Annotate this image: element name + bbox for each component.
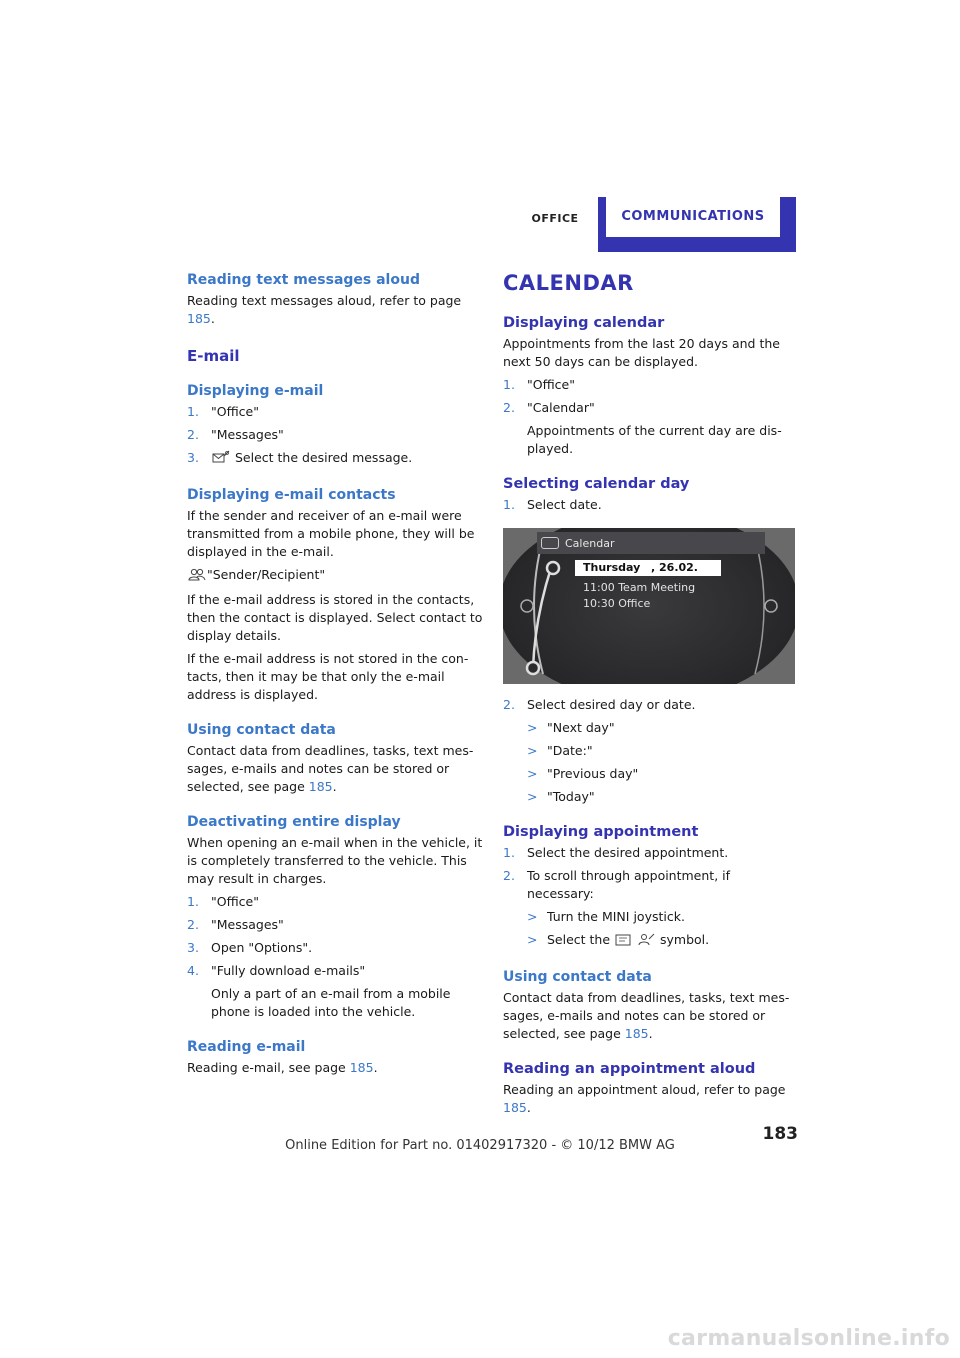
sub-item: > Turn the MINI joystick. [527,909,685,924]
list-item: 4. "Fully download e-mails" [187,963,366,978]
message-icon [211,450,231,469]
heading-displaying-appointment: Displaying appointment [503,824,699,840]
chapter-tab [598,197,796,252]
contact-data-text: Contact data from deadlines, tasks, text mes-sages, e-mails and notes can be stored or selected, see page 185. [187,743,474,794]
heading-calendar: CALENDAR [503,271,634,295]
calendar-icon [541,537,559,549]
contacts-symbol-icon [614,933,656,951]
option-item: > "Today" [527,789,595,804]
list-item: 1. "Office" [503,377,575,392]
heading-email-contacts: Displaying e-mail contacts [187,487,396,503]
list-item: 3. Open "Options". [187,940,313,955]
displaying-email-steps [187,403,483,469]
displaying-calendar-steps [503,376,799,417]
reading-sms-text: Reading text messages aloud, refer to page 185. [187,293,462,326]
contacts-icon [187,568,207,586]
contacts-p2: "Sender/Recipient" [187,566,483,586]
heading-right-contact-data: Using contact data [503,969,652,985]
displaying-calendar-text: Appointments from the last 20 days and the next 50 days can be displayed. [503,336,780,369]
heading-reading-email: Reading e-mail [187,1039,306,1055]
page-link[interactable]: 185 [624,1026,649,1041]
page-link[interactable]: 185 [349,1060,374,1075]
option-item: > "Next day" [527,720,615,735]
option-item: > "Date:" [527,743,593,758]
page-link[interactable]: 185 [503,1100,527,1115]
screen-day: Thursday [583,561,641,574]
footer-text: Online Edition for Part no. 01402917320 - © 10/12 BMW AG [285,1138,675,1153]
reading-appointment-text: Reading an appointment aloud, refer to page 185. [503,1082,786,1115]
screen-date: , 26.02. [651,561,698,574]
list-item: 1. "Office" [187,894,259,909]
heading-reading-sms: Reading text messages aloud [187,272,420,288]
section-label: OFFICE [531,212,579,225]
displaying-calendar-note: Appointments of the current day are dis-played. [527,423,782,456]
right-contact-data-text: Contact data from deadlines, tasks, text mes-sages, e-mails and notes can be stored or selected, see page 185. [503,990,790,1041]
heading-using-contact-data: Using contact data [187,722,336,738]
reading-email-text: Reading e-mail, see page 185. [187,1060,378,1075]
watermark: carmanualsonline.info [667,1326,950,1351]
list-item: 2. Select desired day or date. [503,697,696,712]
deactivating-steps [187,893,483,980]
list-item: 2. "Messages" [187,917,284,932]
chapter-tab-label: COMMUNICATIONS [606,197,780,237]
calendar-screen-image [503,528,795,684]
page-link[interactable]: 185 [308,779,333,794]
list-item: 1. Select the desired appointment. [503,845,729,860]
deactivating-note: Only a part of an e-mail from a mobile phone is loaded into the vehicle. [211,986,451,1019]
option-item: > "Previous day" [527,766,639,781]
left-column [187,270,483,1077]
contacts-p1: If the sender and receiver of an e-mail were transmitted from a mobile phone, they will be displayed in the e-mail. [187,508,475,559]
list-item: 2. "Messages" [187,427,284,442]
screen-entry: 11:00 Team Meeting [583,581,696,594]
right-column [503,270,799,1117]
deactivating-text: When opening an e-mail when in the vehicle, it is completely transferred to the vehicle. This may result in charges. [187,835,483,886]
list-item: 2. To scroll through appointment, if necessary: [503,868,731,901]
heading-reading-appointment: Reading an appointment aloud [503,1061,756,1077]
contacts-p4: If the e-mail address is not stored in the con-tacts, then it may be that only the e-mail address is displayed. [187,651,469,702]
list-item: 2. "Calendar" [503,400,595,415]
screen-title: Calendar [565,537,615,550]
list-item: 1. Select date. [503,497,602,512]
screen-entry: 10:30 Office [583,597,651,610]
sub-item: > Select the symbol. [503,931,799,951]
list-item: 3. Select the desired message. [187,449,483,469]
heading-displaying-email: Displaying e-mail [187,383,324,399]
heading-selecting-day: Selecting calendar day [503,476,690,492]
heading-displaying-calendar: Displaying calendar [503,315,665,331]
page-number: 183 [762,1124,798,1144]
page-link[interactable]: 185 [187,311,211,326]
heading-deactivating: Deactivating entire display [187,814,401,830]
heading-email: E-mail [187,347,240,365]
contacts-p3: If the e-mail address is stored in the contacts, then the contact is displayed. Select contact to display details. [187,592,483,643]
list-item: 1. "Office" [187,404,259,419]
